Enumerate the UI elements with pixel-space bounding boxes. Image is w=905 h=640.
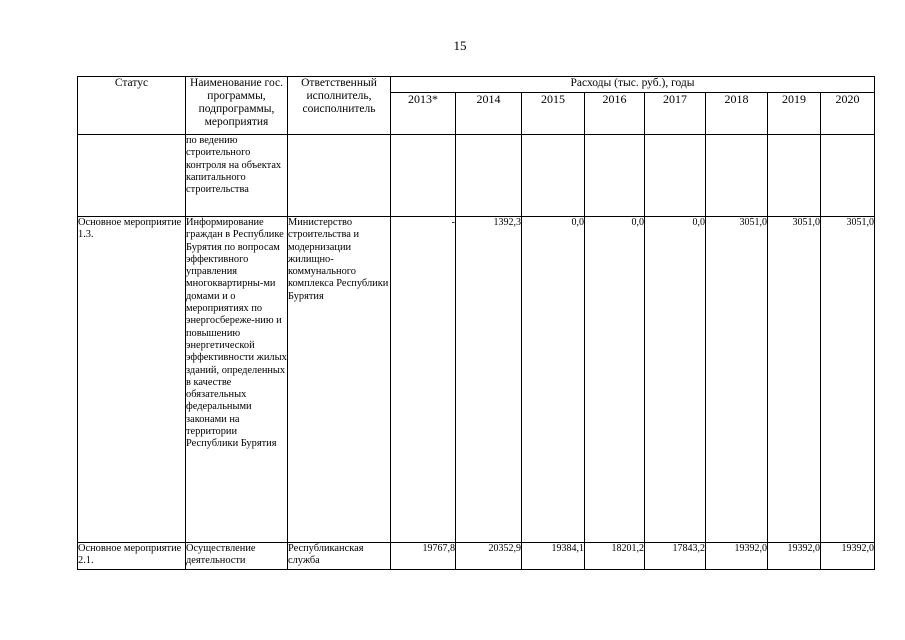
page-number: 15 (453, 38, 467, 53)
row-executor (288, 135, 391, 217)
row-value: 0,0 (585, 217, 645, 543)
row-value: 17843,2 (645, 543, 706, 570)
row-status: Основное мероприятие 2.1. (78, 543, 186, 570)
row-value: - (391, 217, 456, 543)
row-value (821, 135, 875, 217)
header-year: 2017 (645, 93, 706, 135)
table-row (78, 217, 875, 543)
row-value: 20352,9 (456, 543, 522, 570)
row-value: 3051,0 (821, 217, 875, 543)
row-value (456, 135, 522, 217)
header-year: 2016 (585, 93, 645, 135)
header-year: 2015 (522, 93, 585, 135)
header-year: 2020 (821, 93, 875, 135)
row-value (645, 135, 706, 217)
row-value (768, 135, 821, 217)
row-value: 3051,0 (706, 217, 768, 543)
row-status (78, 135, 186, 217)
header-year: 2019 (768, 93, 821, 135)
header-year: 2018 (706, 93, 768, 135)
row-value (391, 135, 456, 217)
header-status: Статус (78, 77, 186, 135)
row-value: 19392,0 (821, 543, 875, 570)
row-value: 19767,8 (391, 543, 456, 570)
header-name: Наименование гос. программы, подпрограммы, мероприятия (186, 77, 288, 135)
table-row (78, 543, 875, 570)
row-value: 1392,3 (456, 217, 522, 543)
row-value: 19392,0 (768, 543, 821, 570)
row-value: 18201,2 (585, 543, 645, 570)
row-value: 19384,1 (522, 543, 585, 570)
header-executor: Ответственный исполнитель, соисполнитель (288, 77, 391, 135)
row-name: Информирование граждан в Республике Бурятия по вопросам эффективного управления многоквартирны-ми домами и о мероприятиях по энергосбереже-нию и повышению энергетической эффективности жилых зданий, определенных в качестве обязательных федеральными законами на территории Республики Бурятия (186, 217, 288, 543)
header-year: 2014 (456, 93, 522, 135)
row-value: 3051,0 (768, 217, 821, 543)
row-value: 0,0 (645, 217, 706, 543)
header-year: 2013* (391, 93, 456, 135)
row-value (522, 135, 585, 217)
row-executor: Министерство строительства и модернизации жилищно-коммунального комплекса Республики Бурятия (288, 217, 391, 543)
row-value (706, 135, 768, 217)
row-value: 19392,0 (706, 543, 768, 570)
table-row (78, 135, 875, 217)
budget-table (77, 76, 875, 570)
row-value: 0,0 (522, 217, 585, 543)
row-value (585, 135, 645, 217)
row-name: Осуществление деятельности (186, 543, 288, 570)
header-expenses: Расходы (тыс. руб.), годы (391, 77, 875, 93)
row-name: по ведению строительного контроля на объектах капитального строительства (186, 135, 288, 217)
row-executor: Республиканская служба (288, 543, 391, 570)
row-status: Основное мероприятие 1.3. (78, 217, 186, 543)
